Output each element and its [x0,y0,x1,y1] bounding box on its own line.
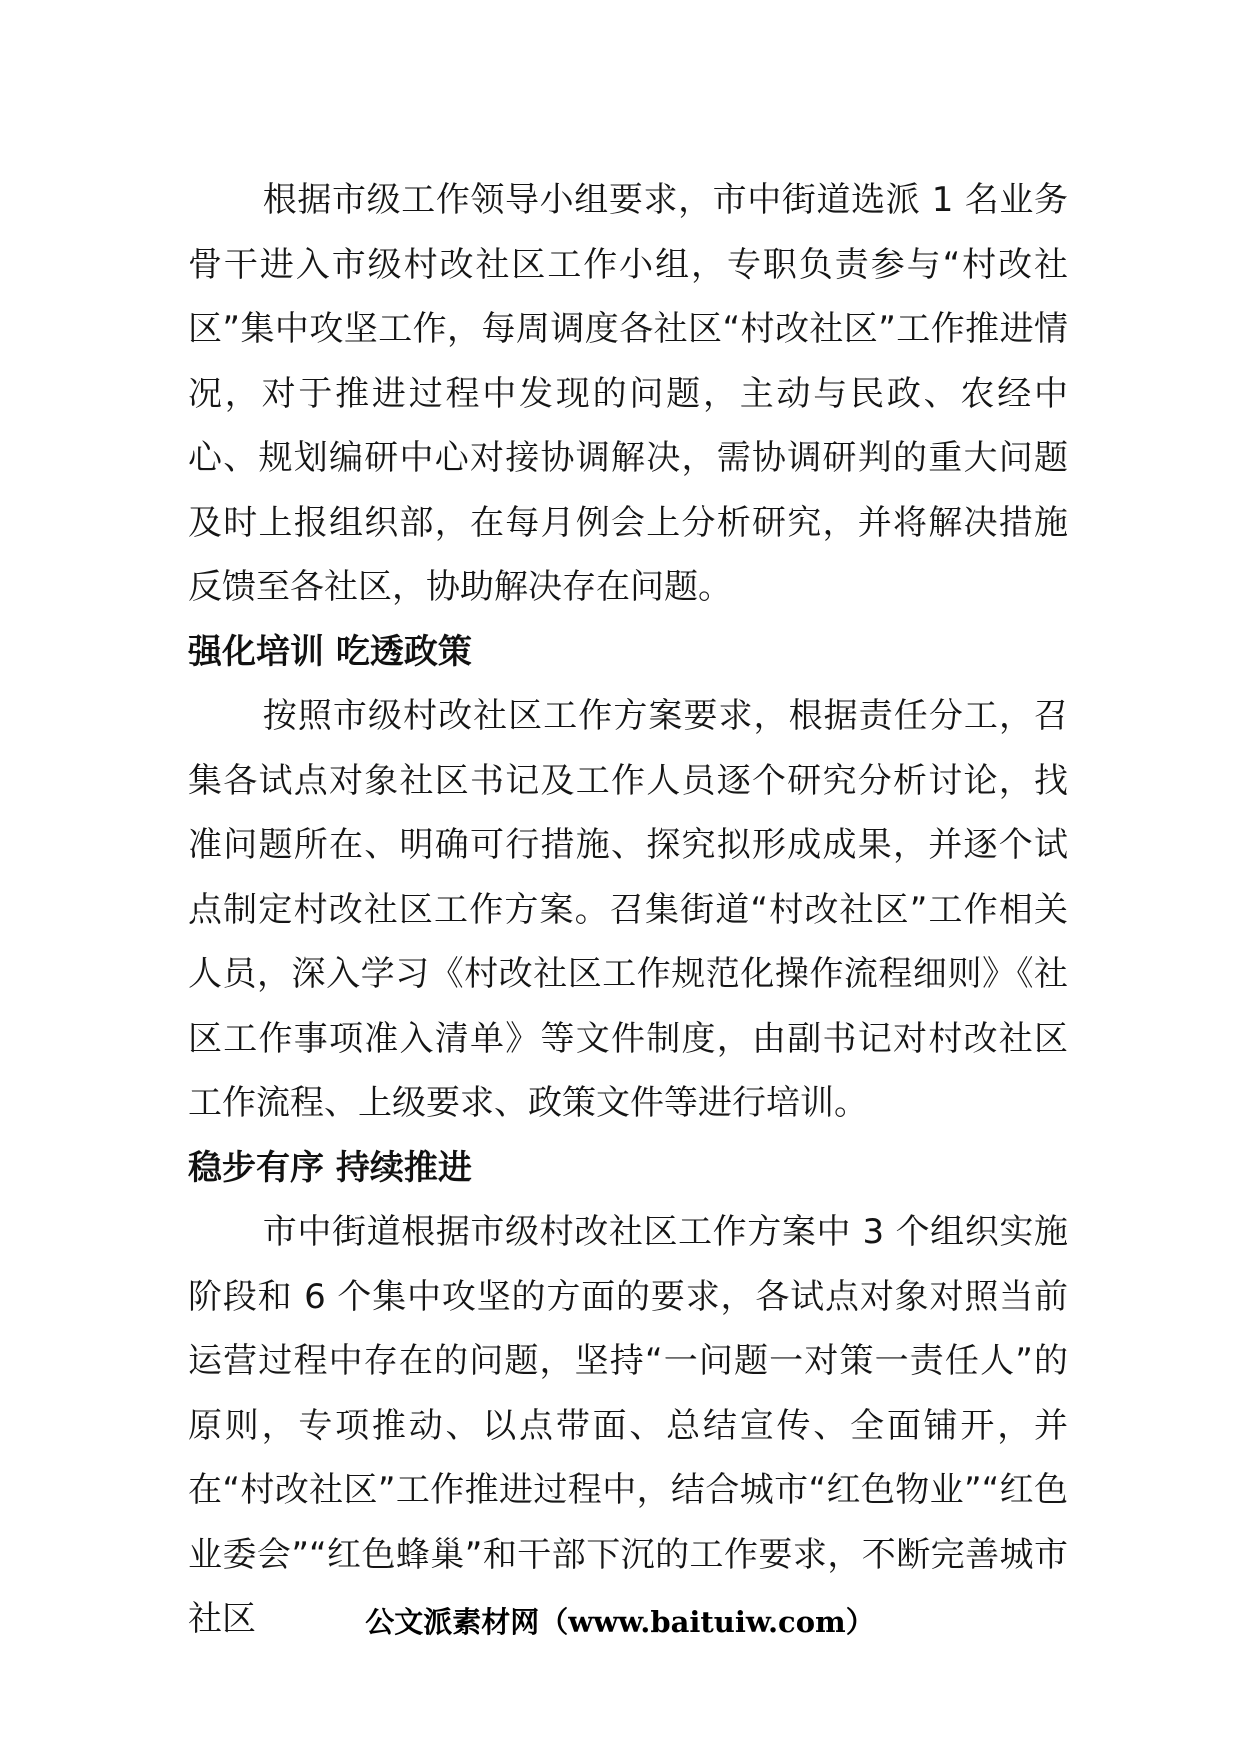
body-paragraph-1: 根据市级工作领导小组要求，市中街道选派 1 名业务骨干进入市级村改社区工作小组，专职负责参与“村改社区”集中攻坚工作，每周调度各社区“村改社区”工作推进情况，对于推进过程中发现的问题，主动与民政、农经中心、规划编研中心对接协调解决，需协调研判的重大问题及时上报组织部，在每月例会上分析研究，并将解决措施反馈至各社区，协助解决存在问题。 [188,180,1068,607]
page-footer-watermark: 公文派素材网（www.baituiw.com） [365,1605,875,1639]
section-heading-progress: 稳步有序 持续推进 [188,1147,472,1188]
document-body [188,168,1068,1652]
body-paragraph-2: 按照市级村改社区工作方案要求，根据责任分工，召集各试点对象社区书记及工作人员逐个研究分析讨论，找准问题所在、明确可行措施、探究拟形成成果，并逐个试点制定村改社区工作方案。召集街道“村改社区”工作相关人员，深入学习《村改社区工作规范化操作流程细则》《社区工作事项准入清单》等文件制度，由副书记对村改社区工作流程、上级要求、政策文件等进行培训。 [188,696,1068,1123]
body-paragraph-3: 市中街道根据市级村改社区工作方案中 3 个组织实施阶段和 6 个集中攻坚的方面的要求，各试点对象对照当前运营过程中存在的问题，坚持“一问题一对策一责任人”的原则，专项推动、以点带面、总结宣传、全面铺开，并在“村改社区”工作推进过程中，结合城市“红色物业”“红色业委会”“红色蜂巢”和干部下沉的工作要求，不断完善城市社区 [188,1212,1068,1639]
section-heading-training: 强化培训 吃透政策 [188,631,472,672]
